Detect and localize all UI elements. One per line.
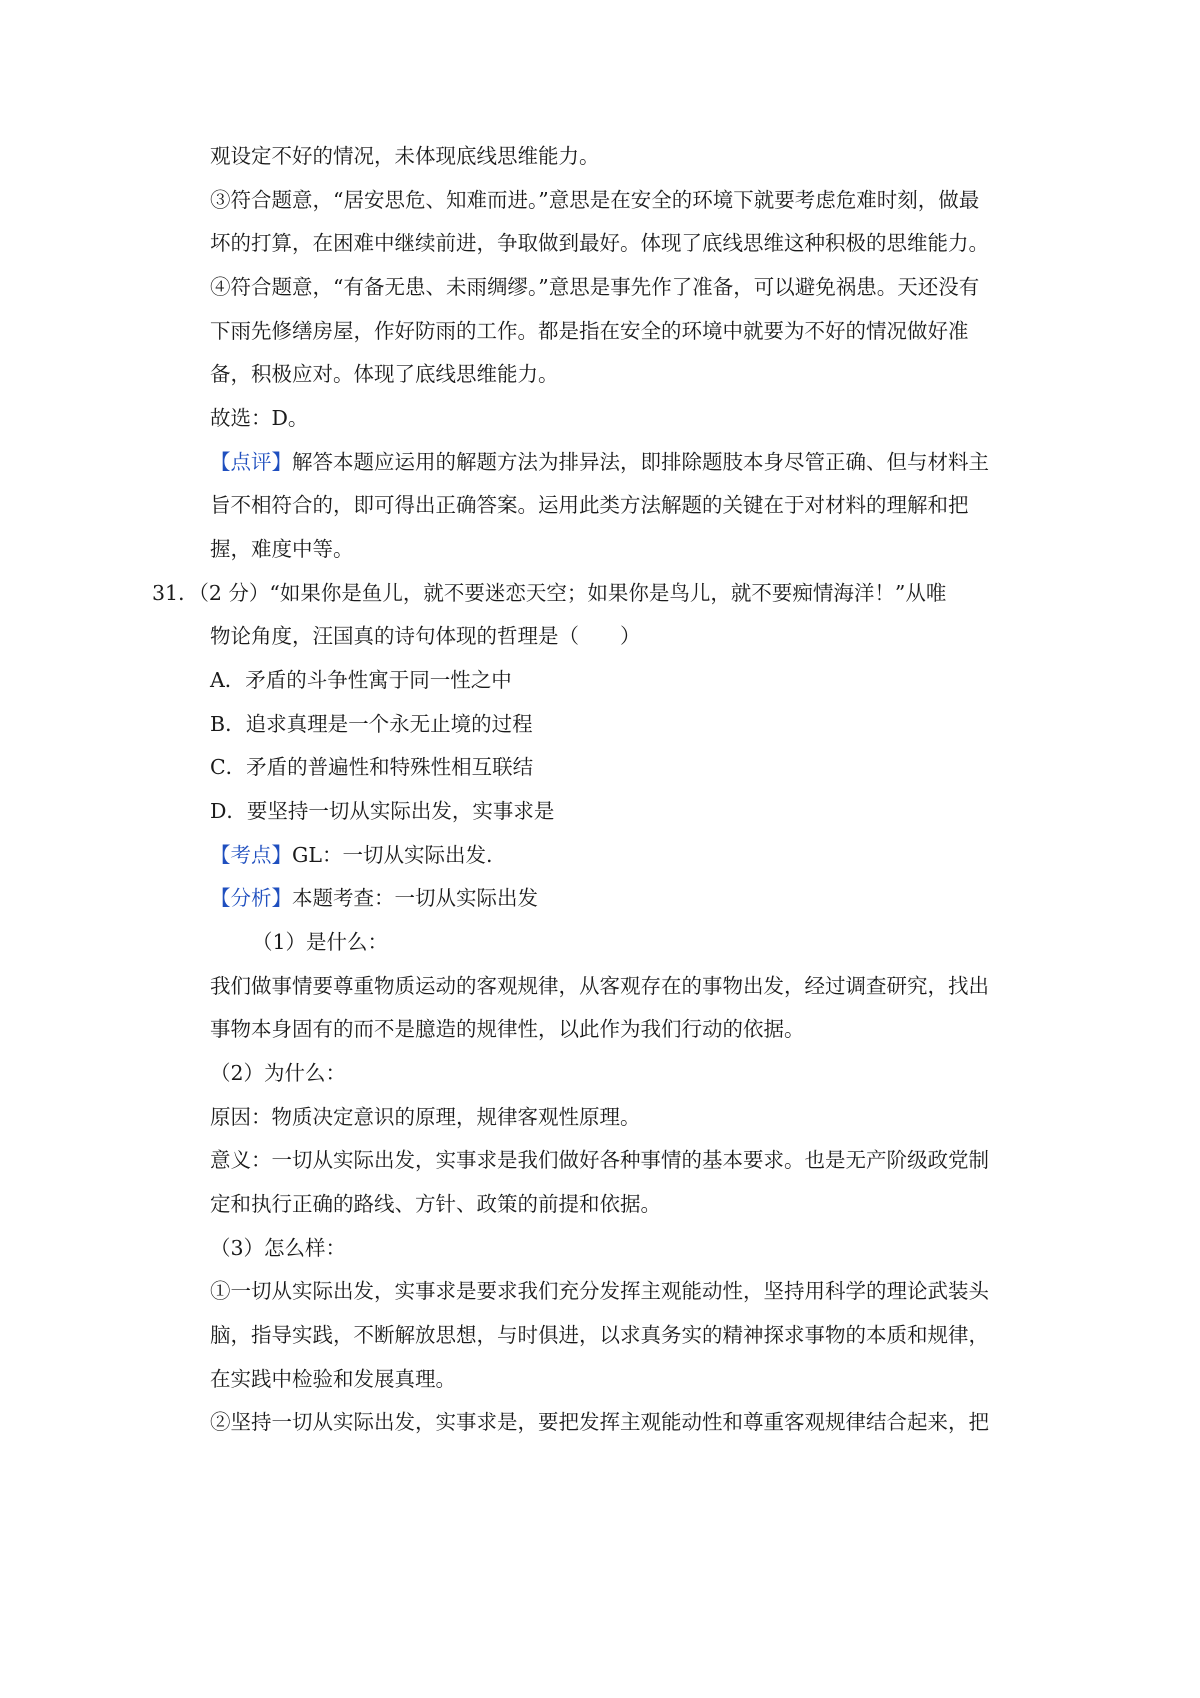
meaning-text-cont: 定和执行正确的路线、方针、政策的前提和依据。	[210, 1192, 661, 1216]
what-text-cont: 事物本身固有的而不是臆造的规律性，以此作为我们行动的依据。	[210, 1017, 805, 1041]
how-item-1-cont: 在实践中检验和发展真理。	[210, 1367, 456, 1391]
option-b: B．追求真理是一个永无止境的过程	[210, 712, 533, 736]
comment-line-cont: 握，难度中等。	[210, 537, 354, 561]
what-heading: （1）是什么：	[252, 930, 389, 954]
kaodian-line	[210, 840, 493, 870]
comment-tag: 【点评】	[210, 450, 292, 474]
reason-text: 原因：物质决定意识的原理，规律客观性原理。	[210, 1105, 641, 1129]
fenxi-text: 本题考查：一切从实际出发	[292, 886, 538, 910]
why-heading: （2）为什么：	[210, 1061, 347, 1085]
analysis-item-4-cont: 下雨先修缮房屋，作好防雨的工作。都是指在安全的环境中就要为不好的情况做好准	[210, 319, 969, 343]
how-heading: （3）怎么样：	[210, 1236, 347, 1260]
fenxi-tag: 【分析】	[210, 886, 292, 910]
question-stem-cont: 物论角度，汪国真的诗句体现的哲理是（ ）	[210, 624, 641, 648]
comment-line-cont: 旨不相符合的，即可得出正确答案。运用此类方法解题的关键在于对材料的理解和把	[210, 493, 969, 517]
how-item-1: ①一切从实际出发，实事求是要求我们充分发挥主观能动性，坚持用科学的理论武装头	[210, 1279, 989, 1303]
option-d: D．要坚持一切从实际出发，实事求是	[210, 799, 555, 823]
analysis-item-3-cont: 坏的打算，在困难中继续前进，争取做到最好。体现了底线思维这种积极的思维能力。	[210, 231, 989, 255]
question-31-stem	[152, 578, 946, 608]
how-item-2: ②坚持一切从实际出发，实事求是，要把发挥主观能动性和尊重客观规律结合起来，把	[210, 1410, 989, 1434]
what-text: 我们做事情要尊重物质运动的客观规律，从客观存在的事物出发，经过调查研究，找出	[210, 974, 989, 998]
comment-line	[210, 447, 989, 477]
text-line: 观设定不好的情况，未体现底线思维能力。	[210, 144, 600, 168]
comment-text: 解答本题应运用的解题方法为排异法，即排除题肢本身尽管正确、但与材料主	[292, 450, 989, 474]
option-a: A．矛盾的斗争性寓于同一性之中	[210, 668, 512, 692]
question-number: 31．	[152, 581, 199, 605]
analysis-item-3: ③符合题意，“居安思危、知难而进。”意思是在安全的环境下就要考虑危难时刻，做最	[210, 188, 980, 212]
meaning-text: 意义：一切从实际出发，实事求是我们做好各种事情的基本要求。也是无产阶级政党制	[210, 1148, 989, 1172]
fenxi-line	[210, 883, 538, 913]
question-stem: （2 分）“如果你是鱼儿，就不要迷恋天空；如果你是鸟儿，就不要痴情海洋！”从唯	[198, 581, 947, 605]
kaodian-text: GL：一切从实际出发.	[292, 843, 493, 867]
analysis-item-4: ④符合题意，“有备无患、未雨绸缪。”意思是事先作了准备，可以避免祸患。天还没有	[210, 275, 980, 299]
answer-line: 故选：D。	[210, 406, 309, 430]
kaodian-tag: 【考点】	[210, 843, 292, 867]
how-item-1-cont: 脑，指导实践，不断解放思想，与时俱进，以求真务实的精神探求事物的本质和规律，	[210, 1323, 989, 1347]
option-c: C．矛盾的普遍性和特殊性相互联结	[210, 755, 534, 779]
analysis-item-4-cont: 备，积极应对。体现了底线思维能力。	[210, 362, 559, 386]
